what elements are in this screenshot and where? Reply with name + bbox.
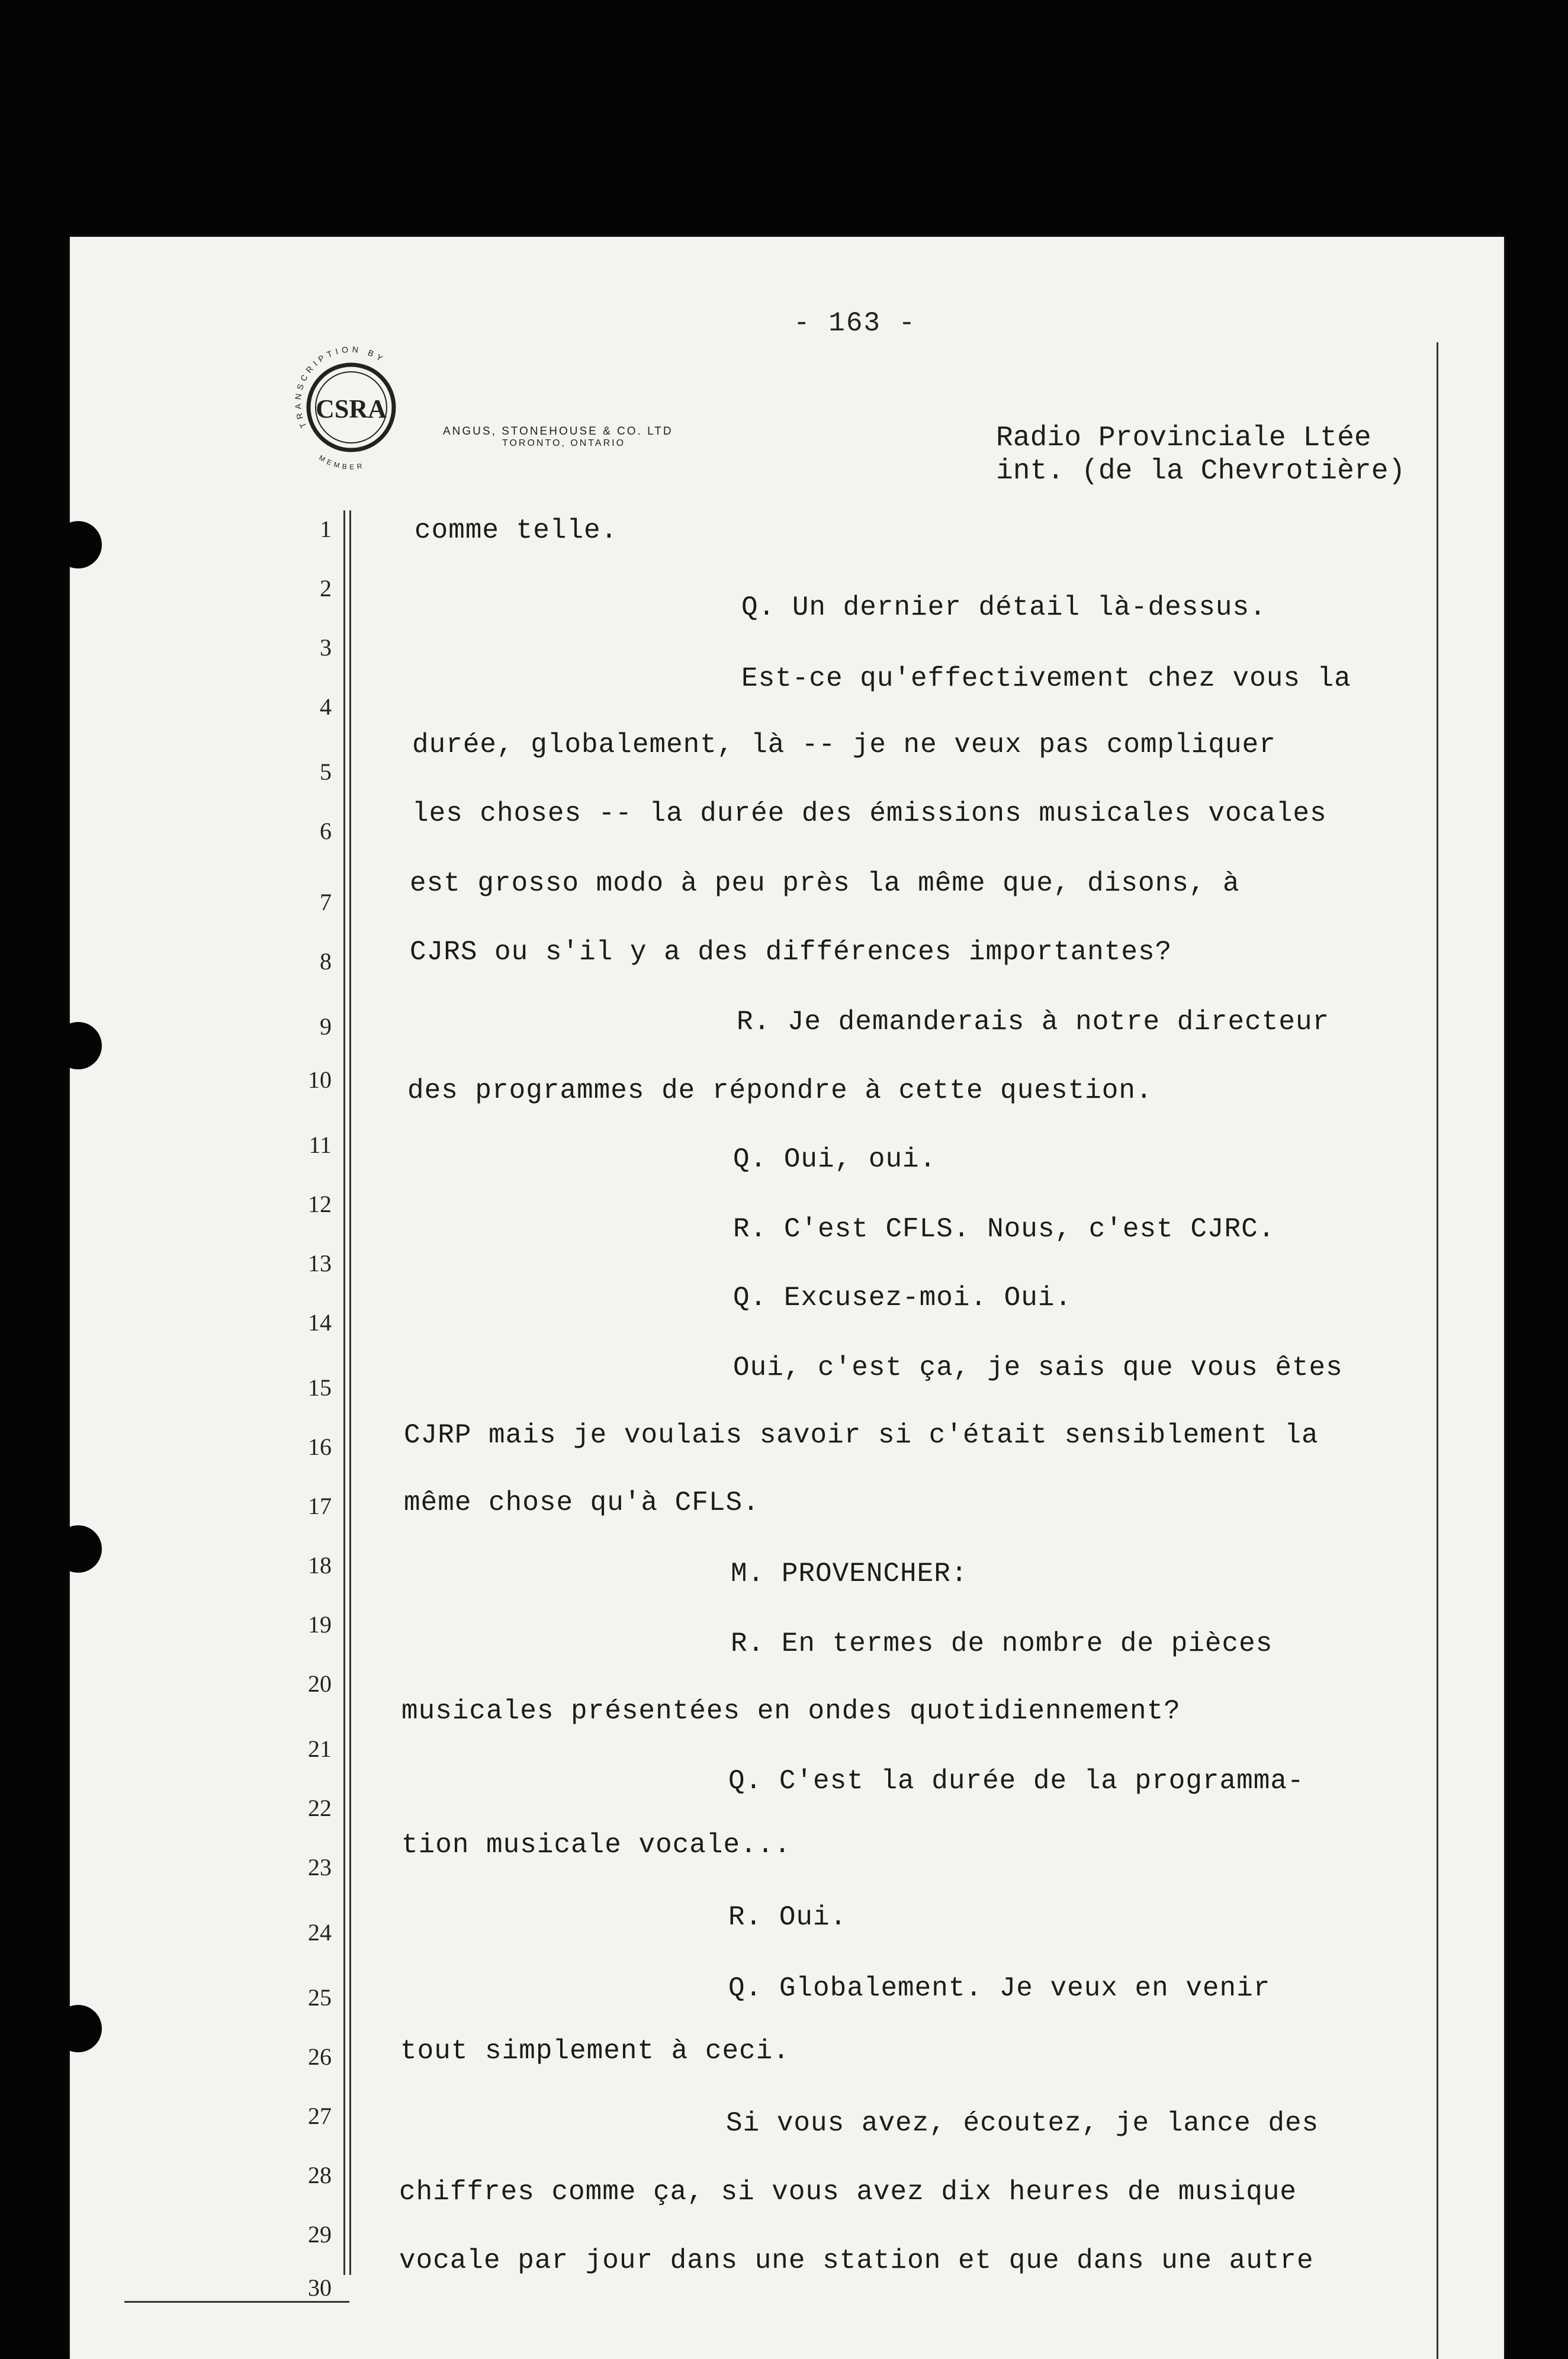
transcript-line: Si vous avez, écoutez, je lance des [726, 2108, 1319, 2139]
case-caption-line-2: int. (de la Chevrotière) [996, 455, 1406, 487]
line-number: 2 [320, 575, 332, 602]
line-number: 28 [308, 2162, 332, 2188]
transcript-line: R. Oui. [728, 1902, 847, 1933]
transcript-line: Q. Oui, oui. [733, 1144, 937, 1175]
line-number: 10 [308, 1066, 332, 1093]
firm-name: ANGUS, STONEHOUSE & CO. LTD [443, 425, 673, 438]
line-number: 22 [308, 1795, 332, 1821]
seal-ring-text: TRANSCRIPTION BY [293, 344, 388, 430]
seal-bottom-text: MEMBER [317, 453, 366, 471]
line-number: 1 [320, 516, 332, 542]
transcript-line: même chose qu'à CFLS. [404, 1487, 760, 1518]
transcript-line: Q. Globalement. Je veux en venir [728, 1973, 1271, 2004]
line-number: 5 [320, 759, 332, 785]
page-number: - 163 - [793, 308, 917, 339]
transcript-line: Q. C'est la durée de la programma- [728, 1766, 1304, 1796]
transcript-line: tion musicale vocale... [401, 1830, 791, 1860]
transcript-line: CJRS ou s'il y a des différences importantes? [410, 937, 1172, 968]
line-number: 23 [308, 1854, 332, 1881]
line-number: 13 [308, 1250, 332, 1277]
line-number: 15 [308, 1374, 332, 1401]
transcript-line: est grosso modo à peu près la même que, disons, à [410, 868, 1240, 899]
line-number: 7 [320, 889, 332, 915]
transcript-line: R. C'est CFLS. Nous, c'est CJRC. [733, 1214, 1275, 1245]
line-number: 25 [308, 1984, 332, 2011]
line-number: 24 [308, 1919, 332, 1946]
line-number: 21 [308, 1735, 332, 1762]
transcript-line: tout simplement à ceci. [400, 2036, 790, 2066]
transcript-line: vocale par jour dans une station et que dans une autre [399, 2245, 1314, 2276]
seal-monogram: CSRA [316, 394, 387, 423]
line-number: 17 [308, 1493, 332, 1519]
transcript-line: durée, globalement, là -- je ne veux pas compliquer [412, 729, 1276, 760]
transcript-line: Est-ce qu'effectivement chez vous la [741, 663, 1351, 694]
transcript-line: des programmes de répondre à cette question. [407, 1075, 1153, 1106]
line-number: 12 [308, 1191, 332, 1217]
line-number: 29 [308, 2221, 332, 2248]
transcript-line: R. En termes de nombre de pièces [731, 1628, 1273, 1659]
line-number: 20 [308, 1670, 332, 1697]
transcript-line: CJRP mais je voulais savoir si c'était sensiblement la [404, 1420, 1319, 1451]
line-number: 19 [308, 1611, 332, 1638]
transcript-line: musicales présentées en ondes quotidiennement? [401, 1696, 1181, 1727]
transcript-line: les choses -- la durée des émissions musicales vocales [412, 798, 1327, 829]
transcript-line: chiffres comme ça, si vous avez dix heures de musique [399, 2177, 1297, 2207]
line-number: 27 [308, 2103, 332, 2129]
line-number: 4 [320, 693, 332, 720]
line-number: 8 [320, 948, 332, 975]
speaker-label: M. PROVENCHER: [731, 1558, 968, 1589]
firm-city: TORONTO, ONTARIO [502, 438, 626, 448]
line-number: 14 [308, 1309, 332, 1336]
transcript-line: Q. Un dernier détail là-dessus. [741, 592, 1267, 623]
transcript-line: Q. Excusez-moi. Oui. [733, 1283, 1072, 1313]
line-number: 26 [308, 2043, 332, 2070]
line-number: 9 [320, 1013, 332, 1040]
case-caption-line-1: Radio Provinciale Ltée [996, 422, 1371, 454]
line-number: 30 [308, 2274, 332, 2301]
line-number: 18 [308, 1552, 332, 1579]
line-number: 6 [320, 818, 332, 844]
line-number: 3 [320, 634, 332, 661]
line-number: 16 [308, 1434, 332, 1460]
transcript-line: comme telle. [415, 515, 618, 546]
transcript-line: Oui, c'est ça, je sais que vous êtes [733, 1352, 1343, 1383]
transcript-line: R. Je demanderais à notre directeur [737, 1007, 1330, 1037]
line-number: 11 [309, 1132, 332, 1158]
